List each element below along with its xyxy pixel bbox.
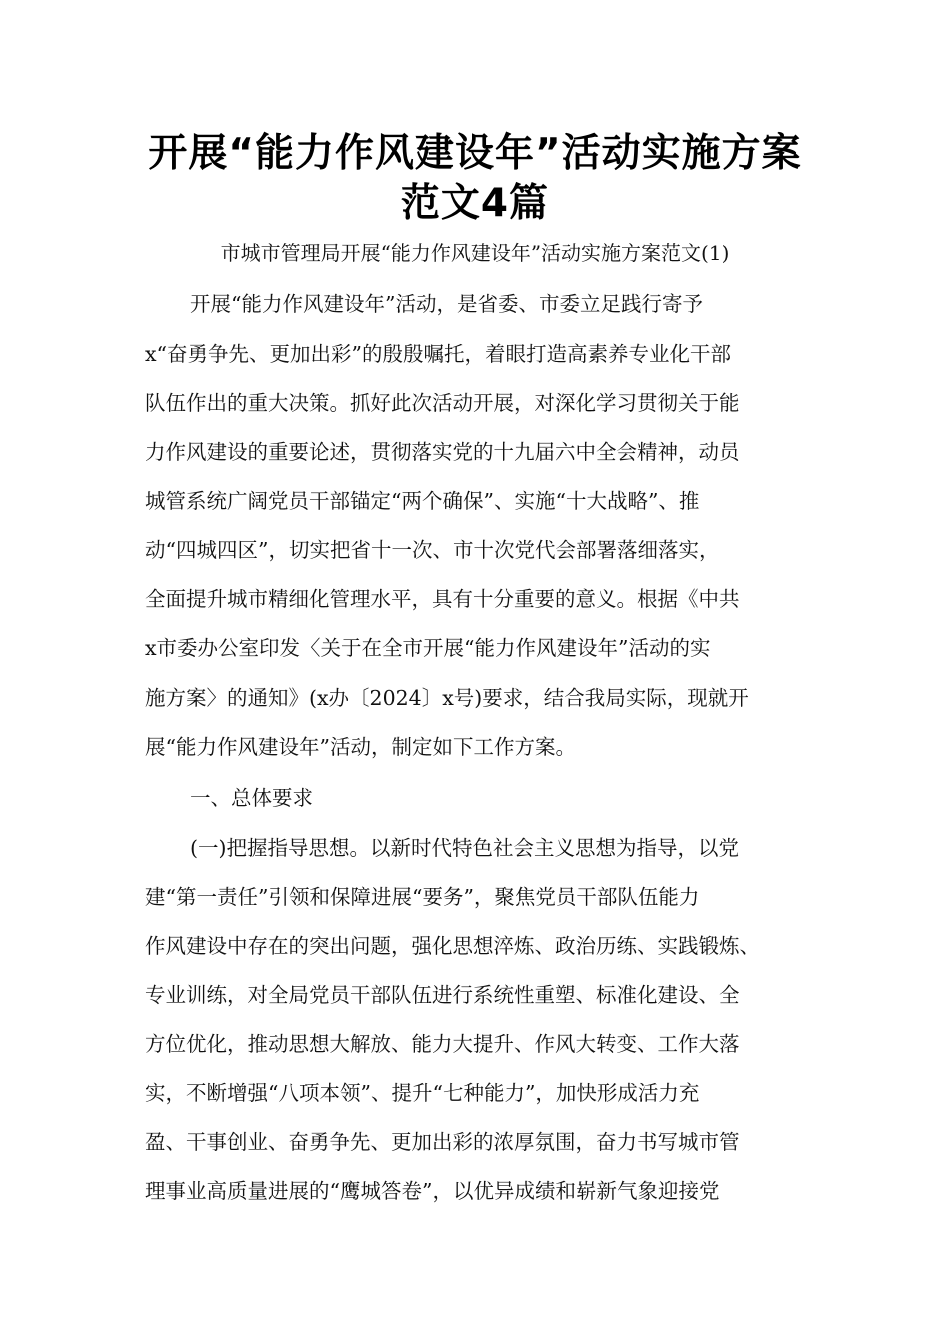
paragraph-1-line: 全面提升城市精细化管理水平，具有十分重要的意义。根据《中共 (145, 587, 740, 611)
section-heading: 一、总体要求 (190, 786, 313, 810)
paragraph-1-line: 动“四城四区”，切实把省十一次、市十次党代会部署落细落实， (145, 538, 720, 562)
paragraph-2-line: 方位优化，推动思想大解放、能力大提升、作风大转变、工作大落 (145, 1032, 740, 1056)
paragraph-1-line: 力作风建设的重要论述，贯彻落实党的十九届六中全会精神，动员 (145, 440, 740, 464)
paragraph-1-line: x“奋勇争先、更加出彩”的殷殷嘱托，着眼打造高素养专业化干部 (145, 342, 732, 366)
paragraph-2-line: 专业训练，对全局党员干部队伍进行系统性重塑、标准化建设、全 (145, 983, 740, 1007)
document-title-line-1: 开展“能力作风建设年”活动实施方案 (148, 131, 802, 176)
paragraph-2-line: (一)把握指导思想。以新时代特色社会主义思想为指导，以党 (190, 836, 739, 860)
paragraph-2-line: 作风建设中存在的突出问题，强化思想淬炼、政治历练、实践锻炼、 (145, 934, 760, 958)
paragraph-1-line: 施方案〉的通知》(x办〔2024〕x号)要求，结合我局实际，现就开 (145, 686, 749, 710)
document-title-line-2: 范文4篇 (400, 181, 550, 226)
paragraph-2-line: 实，不断增强“八项本领”、提升“七种能力”，加快形成活力充 (145, 1081, 700, 1105)
paragraph-2-line: 建“第一责任”引领和保障进展“要务”，聚焦党员干部队伍能力 (145, 885, 700, 909)
paragraph-1-line: x市委办公室印发〈关于在全市开展“能力作风建设年”活动的实 (145, 636, 711, 660)
paragraph-2-line: 理事业高质量进展的“鹰城答卷”，以优异成绩和崭新气象迎接党 (145, 1179, 720, 1203)
paragraph-1-line: 城管系统广阔党员干部锚定“两个确保”、实施“十大战略”、推 (145, 489, 700, 513)
paragraph-2-line: 盈、干事创业、奋勇争先、更加出彩的浓厚氛围，奋力书写城市管 (145, 1130, 740, 1154)
document-subtitle: 市城市管理局开展“能力作风建设年”活动实施方案范文(1) (220, 241, 730, 265)
paragraph-1-line: 开展“能力作风建设年”活动，是省委、市委立足践行寄予 (190, 292, 703, 316)
paragraph-1-line: 队伍作出的重大决策。抓好此次活动开展，对深化学习贯彻关于能 (145, 391, 740, 415)
paragraph-1-line: 展“能力作风建设年”活动，制定如下工作方案。 (145, 735, 576, 759)
